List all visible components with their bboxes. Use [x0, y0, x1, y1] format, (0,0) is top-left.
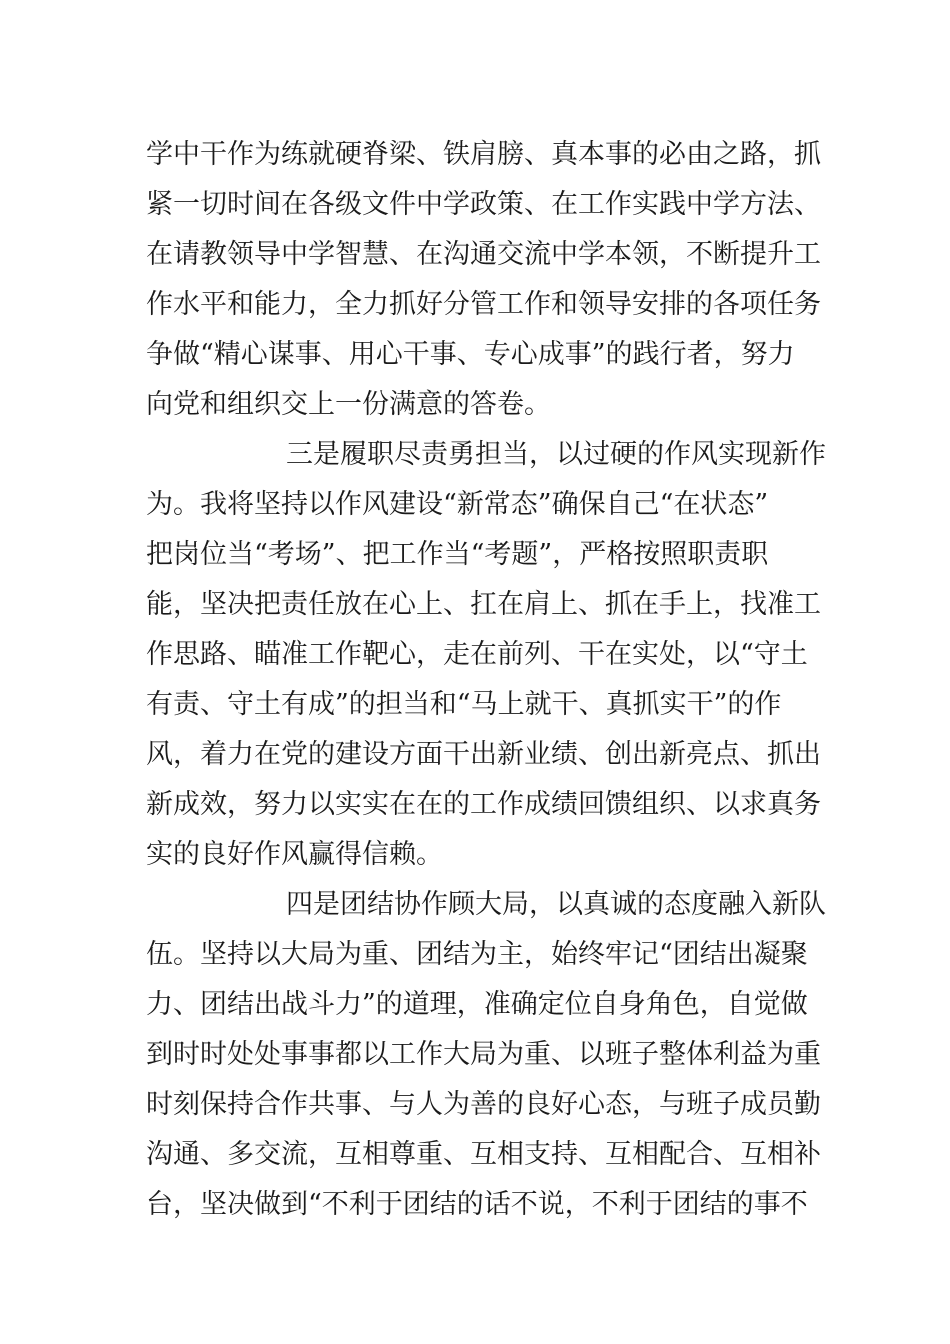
- text-line: 为。我将坚持以作风建设“新常态”确保自己“在状态”: [146, 489, 769, 520]
- text-line: 到时时处处事事都以工作大局为重、以班子整体利益为重: [146, 1039, 821, 1070]
- text-line: 能，坚决把责任放在心上、扛在肩上、抓在手上，找准工: [146, 589, 821, 620]
- text-line: 力、团结出战斗力”的道理，准确定位自身角色，自觉做: [146, 989, 808, 1020]
- text-line: 学中干作为练就硬脊梁、铁肩膀、真本事的必由之路，抓: [146, 139, 821, 170]
- text-line: 在请教领导中学智慧、在沟通交流中学本领，不断提升工: [146, 239, 821, 270]
- text-line: 新成效，努力以实实在在的工作成绩回馈组织、以求真务: [146, 789, 821, 820]
- paragraph-heading-three: 三是履职尽责勇担当，以过硬的作风实现新作: [286, 439, 826, 470]
- text-line: 紧一切时间在各级文件中学政策、在工作实践中学方法、: [146, 189, 821, 220]
- text-line: 沟通、多交流，互相尊重、互相支持、互相配合、互相补: [146, 1139, 821, 1170]
- text-line: 实的良好作风赢得信赖。: [146, 839, 443, 870]
- text-line: 有责、守土有成”的担当和“马上就干、真抓实干”的作: [146, 689, 782, 720]
- text-line: 争做“精心谋事、用心干事、专心成事”的践行者，努力: [146, 339, 795, 370]
- text-line: 作水平和能力，全力抓好分管工作和领导安排的各项任务: [146, 289, 821, 320]
- text-line: 作思路、瞄准工作靶心，走在前列、干在实处，以“守土: [146, 639, 808, 670]
- text-line: 伍。坚持以大局为重、团结为主，始终牢记“团结出凝聚: [146, 939, 808, 970]
- paragraph-heading-four: 四是团结协作顾大局，以真诚的态度融入新队: [286, 889, 826, 920]
- text-line: 时刻保持合作共事、与人为善的良好心态，与班子成员勤: [146, 1089, 821, 1120]
- text-line: 向党和组织交上一份满意的答卷。: [146, 389, 551, 420]
- document-body: [146, 130, 826, 1230]
- text-line: 风，着力在党的建设方面干出新业绩、创出新亮点、抓出: [146, 739, 821, 770]
- text-line: 台，坚决做到“不利于团结的话不说，不利于团结的事不: [146, 1189, 808, 1220]
- text-line: 把岗位当“考场”、把工作当“考题”，严格按照职责职: [146, 539, 769, 570]
